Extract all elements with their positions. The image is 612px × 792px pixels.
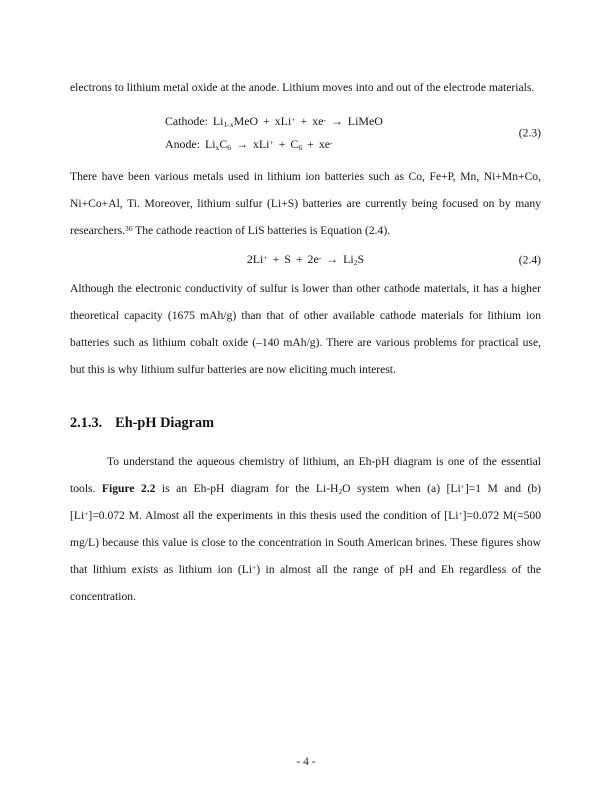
page-number: - 4 - [296, 755, 316, 768]
heading-title: Eh-pH Diagram [115, 415, 215, 431]
equation-2-4 [70, 248, 541, 271]
paragraph-ehph-intro: To understand the aqueous chemistry of lithium, an Eh-pH diagram is one of the essential tools. Figure 2.2 is an Eh-pH diagram for the $Li-H_2O$ system when (a) [Li+]=1 M and (b) [Li+]=0.072 M. Almost all the experiments in this thesis used the condition of [Li+]=0.072 M(=500 mg/L) because this value is close to the concentration in South American brines. These figures show that lithium exists as lithium ion (Li+) in almost all the range of pH and Eh regardless of the concentration. [70, 455, 541, 603]
heading-number: 2.1.3. [70, 415, 103, 431]
page-content [70, 74, 541, 610]
paragraph-sulfur-conductivity: Although the electronic conductivity of sulfur is lower than other cathode materials, it has a higher theoretical capacity (1675 mAh/g) than that of other available cathode materials for lithium ion batteries such as lithium cobalt oxide (–140 mAh/g). There are various problems for practical use, but this is why lithium sulfur batteries are now eliciting much interest. [70, 282, 541, 376]
section-heading-eh-ph [70, 413, 541, 433]
paragraph-electrode-materials: electrons to lithium metal oxide at the anode. Lithium moves into and out of the electrode materials. [70, 81, 535, 94]
equation-cathode-line: Cathode: $Li_{1-x}MeO + xLi^+ + xe^-$ → LiMeO [165, 114, 383, 130]
equation-2-3 [70, 110, 541, 156]
equation-2-3-lines [165, 110, 541, 156]
equation-number-2-3: (2.3) [518, 126, 541, 140]
paragraph-metals: There have been various metals used in lithium ion batteries such as Co, Fe+P, Mn, Ni+Mn+Co, Ni+Co+Al, Ti. Moreover, lithium sulfur (Li+S) batteries are currently being focused on by many researchers.$^{36}$ The cathode reaction of LiS batteries is Equation (2.4). [70, 170, 541, 237]
equation-number-2-4: (2.4) [518, 253, 541, 266]
equation-2-4-body: $2Li^+ + S + 2e^- \to Li_2S$ [246, 252, 365, 268]
equation-anode-line: Anode: $Li_xC_6 \to xLi^+ + C_6 + xe^-$ [165, 137, 333, 153]
